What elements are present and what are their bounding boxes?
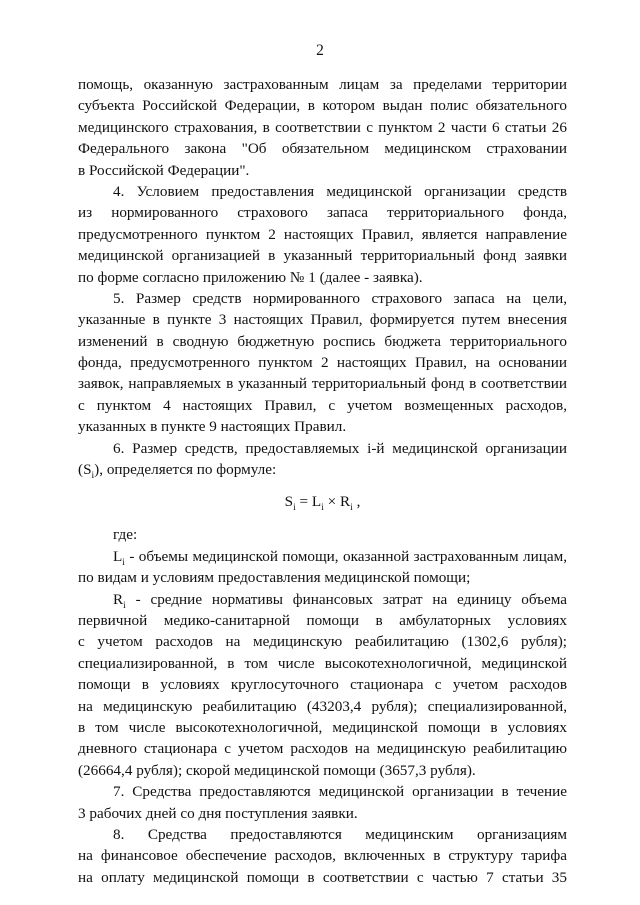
definition-l-symbol: L [113,547,123,565]
formula-s-subscript: i [293,503,296,514]
text-line: дневного стационара с учетом расходов на медицинскую реабилитацию [78,740,567,758]
paragraph-5-start: 5. Размер средств нормированного страхового запаса на цели, [113,289,567,307]
subscript-i: i [91,471,95,481]
text-line: помощи в условиях круглосуточного стационара с учетом расходов [78,676,567,694]
paragraph-6-start: 6. Размер средств, предоставляемых i-й медицинской организации [113,439,567,457]
formula [78,480,567,524]
text-line: Федерального закона "Об обязательном медицинском страховании [78,140,567,158]
text-line: помощь, оказанную застрахованным лицам за пределами территории [78,76,567,93]
text-line: медицинской организацией в указанный территориальный фонд заявки [78,247,567,265]
formula-equals: = [295,493,312,511]
definition-l-text: - объемы медицинской помощи, оказанной застрахованным лицам, [129,547,567,565]
formula-l-subscript: i [321,503,324,514]
text-line: фонда, предусмотренного пунктом 2 настоящих Правил, на основании [78,354,567,372]
page-number: 2 [316,42,324,59]
definition-r-text: - средние нормативы финансовых затрат на единицу объема [135,590,567,608]
text-line: указанных в пункте 9 настоящих Правил. [78,418,347,436]
symbol-s: S [83,461,92,479]
definition-r-line [78,589,567,610]
definition-r-symbol: R [113,590,124,608]
document-body [78,74,567,888]
formula-s: S [284,493,294,511]
paragraph-8-start: 8. Средства предоставляются медицинским организациям [113,825,567,843]
text-line: на оплату медицинской помощи в соответствии с частью 7 статьи 35 [78,868,567,886]
formula-r: R [339,493,351,511]
paragraph-4-start: 4. Условием предоставления медицинской организации средств [113,182,567,200]
text-line: с пунктом 4 настоящих Правил, с учетом возмещенных расходов, [78,396,567,414]
text-line: 3 рабочих дней со дня поступления заявки. [78,804,358,822]
text-line: по форме согласно приложению № 1 (далее - заявка). [78,268,423,286]
definition-l-line [78,546,567,567]
formula-intro-line: $(S_i)$, определяется по формуле: [78,461,277,481]
formula-r-subscript: i [350,503,353,514]
formula-l: L [311,493,322,511]
text-line: специализированной, в том числе высокотехнологичной, медицинской [78,654,567,672]
text-line: на финансовое обеспечение расходов, включенных в структуру тарифа [78,847,567,865]
paragraph-7-start: 7. Средства предоставляются медицинской организации в течение [113,783,567,801]
text-line: субъекта Российской Федерации, в котором выдан полис обязательного [78,97,567,115]
text-line: указанные в пункте 3 настоящих Правил, формируется путем внесения [78,311,567,329]
text-line: с учетом расходов на медицинскую реабилитацию (1302,6 рубля); [78,633,567,651]
text-line: заявок, направляемых в указанный территориальный фонд в соответствии [78,375,567,393]
formula-intro-text: , определяется по формуле: [99,461,277,479]
text-line: по видам и условиям предоставления медицинской помощи; [78,569,471,587]
text-line: предусмотренного пунктом 2 настоящих Правил, является направление [78,225,567,243]
text-line: из нормированного страхового запаса территориального фонда, [78,204,567,222]
formula-end: , [352,493,361,511]
definition-l-subscript: i [122,557,125,568]
text-line: (26664,4 рубля); скорой медицинской помощи (3657,3 рубля). [78,761,476,779]
definition-r-subscript: i [123,600,126,610]
text-line: медицинского страхования, в соответствии с пунктом 2 части 6 статьи 26 [78,118,567,136]
formula-times: × [323,493,340,511]
where-label: где: [113,526,138,544]
text-line: в Российской Федерации". [78,161,250,179]
text-line: в том числе высокотехнологичной, медицинской помощи в условиях [78,718,567,736]
text-line: изменений в сводную бюджетную роспись бюджета территориального [78,332,567,350]
text-line: первичной медико-санитарной помощи в амбулаторных условиях [78,611,567,629]
text-line: на медицинскую реабилитацию (43203,4 рубля); специализированной, [78,697,567,715]
